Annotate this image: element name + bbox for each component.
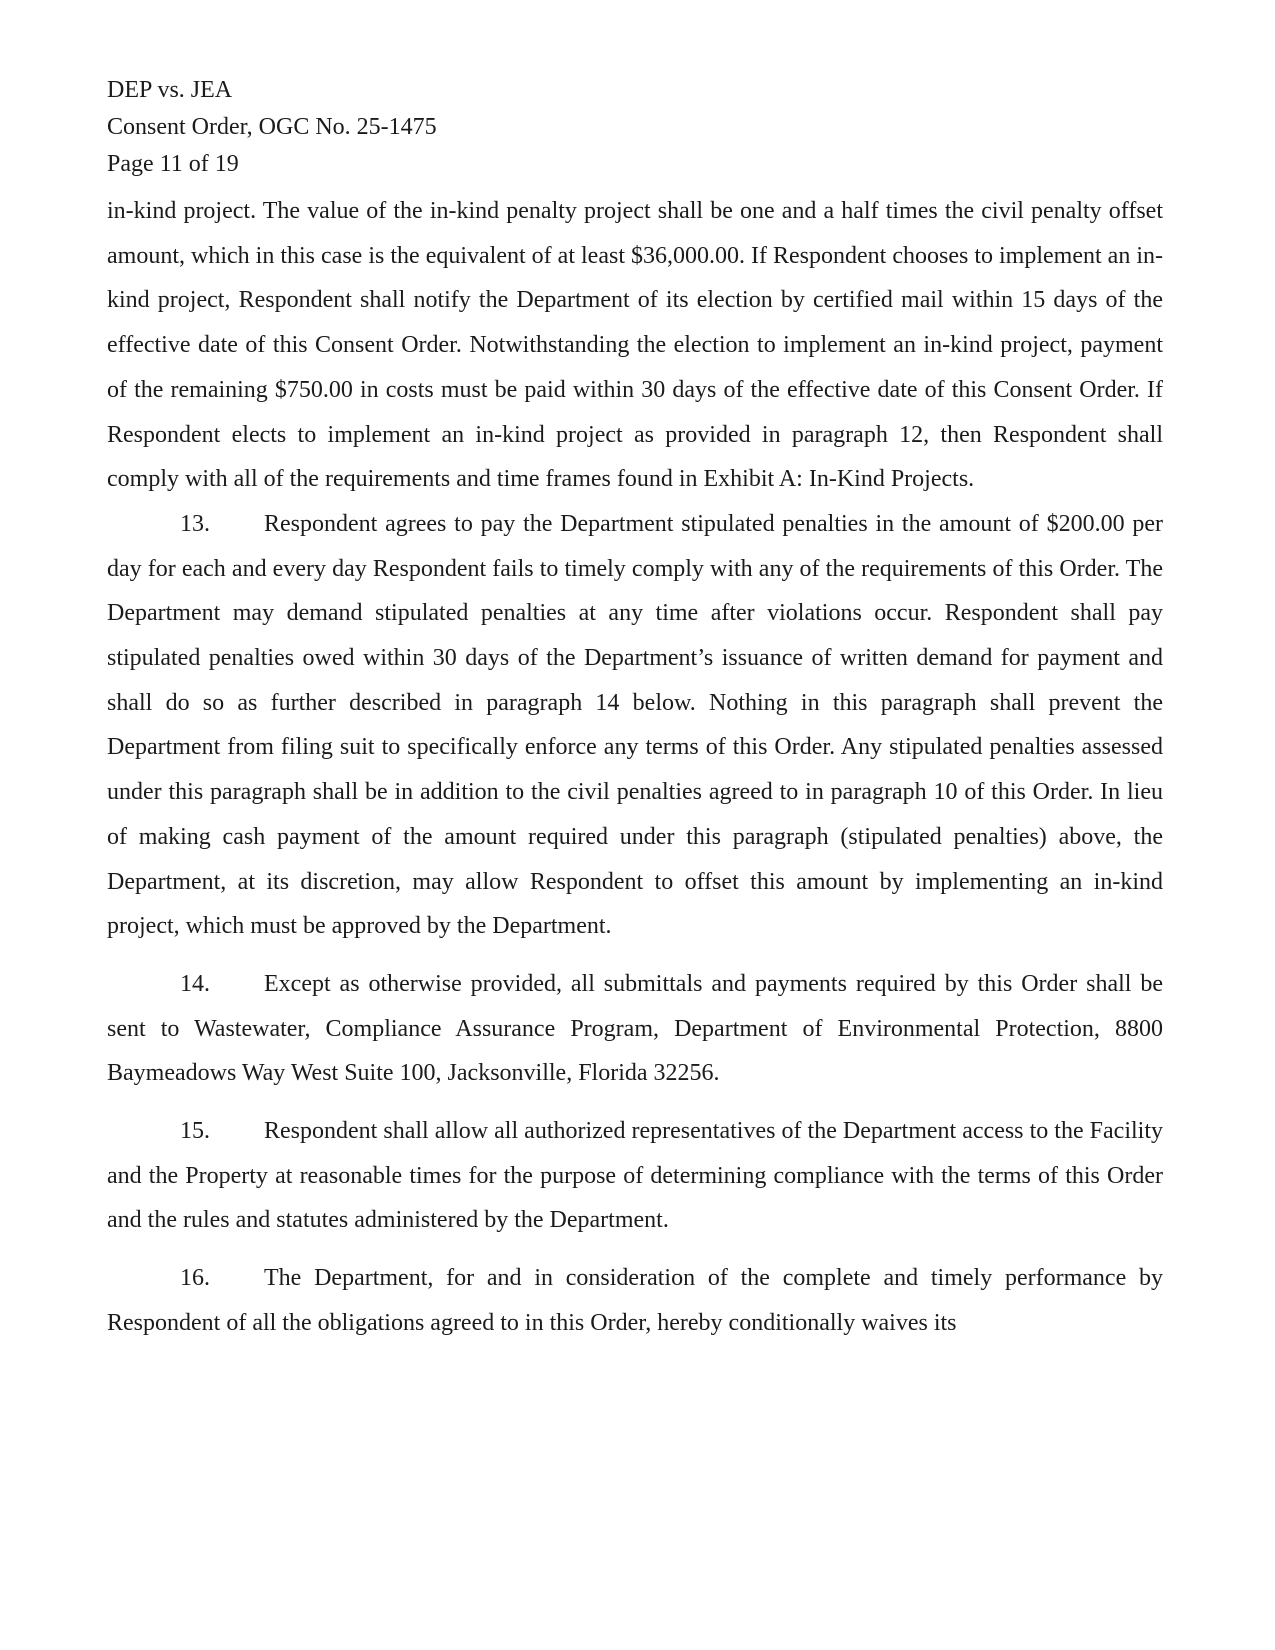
paragraph-13 — [107, 502, 1163, 949]
paragraph-14 — [107, 962, 1163, 1096]
header-page-number: Page 11 of 19 — [107, 151, 239, 177]
document-header — [107, 72, 1163, 183]
paragraph-continuation — [107, 189, 1163, 502]
paragraph-text: Respondent agrees to pay the Department stipulated penalties in the amount of $200.00 per day for each and every day Respondent fails to timely comply with any of the requirements of this Order. The Department may demand stipulated penalties at any time after violations occur. Respondent shall pay stipulated penalties owed within 30 days of the Department’s issuance of written demand for payment and shall do so as further described in paragraph 14 below. Nothing in this paragraph shall prevent the Department from filing suit to specifically enforce any terms of this Order. Any stipulated penalties assessed under this paragraph shall be in addition to the civil penalties agreed to in paragraph 10 of this Order. In lieu of making cash payment of the amount required under this paragraph (stipulated penalties) above, the Department, at its discretion, may allow Respondent to offset this amount by implementing an in-kind project, which must be approved by the Department. — [107, 510, 1163, 940]
paragraph-text: Except as otherwise provided, all submittals and payments required by this Order shall be sent to Wastewater, Compliance Assurance Program, Department of Environmental Protection, 8800 Baymeadows Way West Suite 100, Jacksonville, Florida 32256. — [107, 970, 1163, 1087]
header-order-number: Consent Order, OGC No. 25-1475 — [107, 114, 437, 140]
paragraph-text: in-kind project. The value of the in-kind penalty project shall be one and a half times the civil penalty offset amount, which in this case is the equivalent of at least $36,000.00. If Respondent chooses to implement an in-kind project, Respondent shall notify the Department of its election by certified mail within 15 days of the effective date of this Consent Order. Notwithstanding the election to implement an in-kind project, payment of the remaining $750.00 in costs must be paid within 30 days of the effective date of this Consent Order. If Respondent elects to implement an in-kind project as provided in paragraph 12, then Respondent shall comply with all of the requirements and time frames found in Exhibit A: In-Kind Projects. — [107, 198, 1163, 493]
paragraph-number: 14. — [180, 970, 210, 997]
paragraph-number: 16. — [180, 1265, 210, 1292]
paragraph-15 — [107, 1109, 1163, 1243]
header-case-title: DEP vs. JEA — [107, 77, 233, 103]
document-body — [107, 189, 1163, 1346]
paragraph-number: 13. — [180, 510, 210, 537]
paragraph-16 — [107, 1256, 1163, 1345]
paragraph-number: 15. — [180, 1118, 210, 1145]
paragraph-text: Respondent shall allow all authorized representatives of the Department access to the Facility and the Property at reasonable times for the purpose of determining compliance with the terms of this Order and the rules and statutes administered by the Department. — [107, 1118, 1163, 1234]
paragraph-text: The Department, for and in consideration of the complete and timely performance by Respondent of all the obligations agreed to in this Order, hereby conditionally waives its — [107, 1265, 1163, 1336]
